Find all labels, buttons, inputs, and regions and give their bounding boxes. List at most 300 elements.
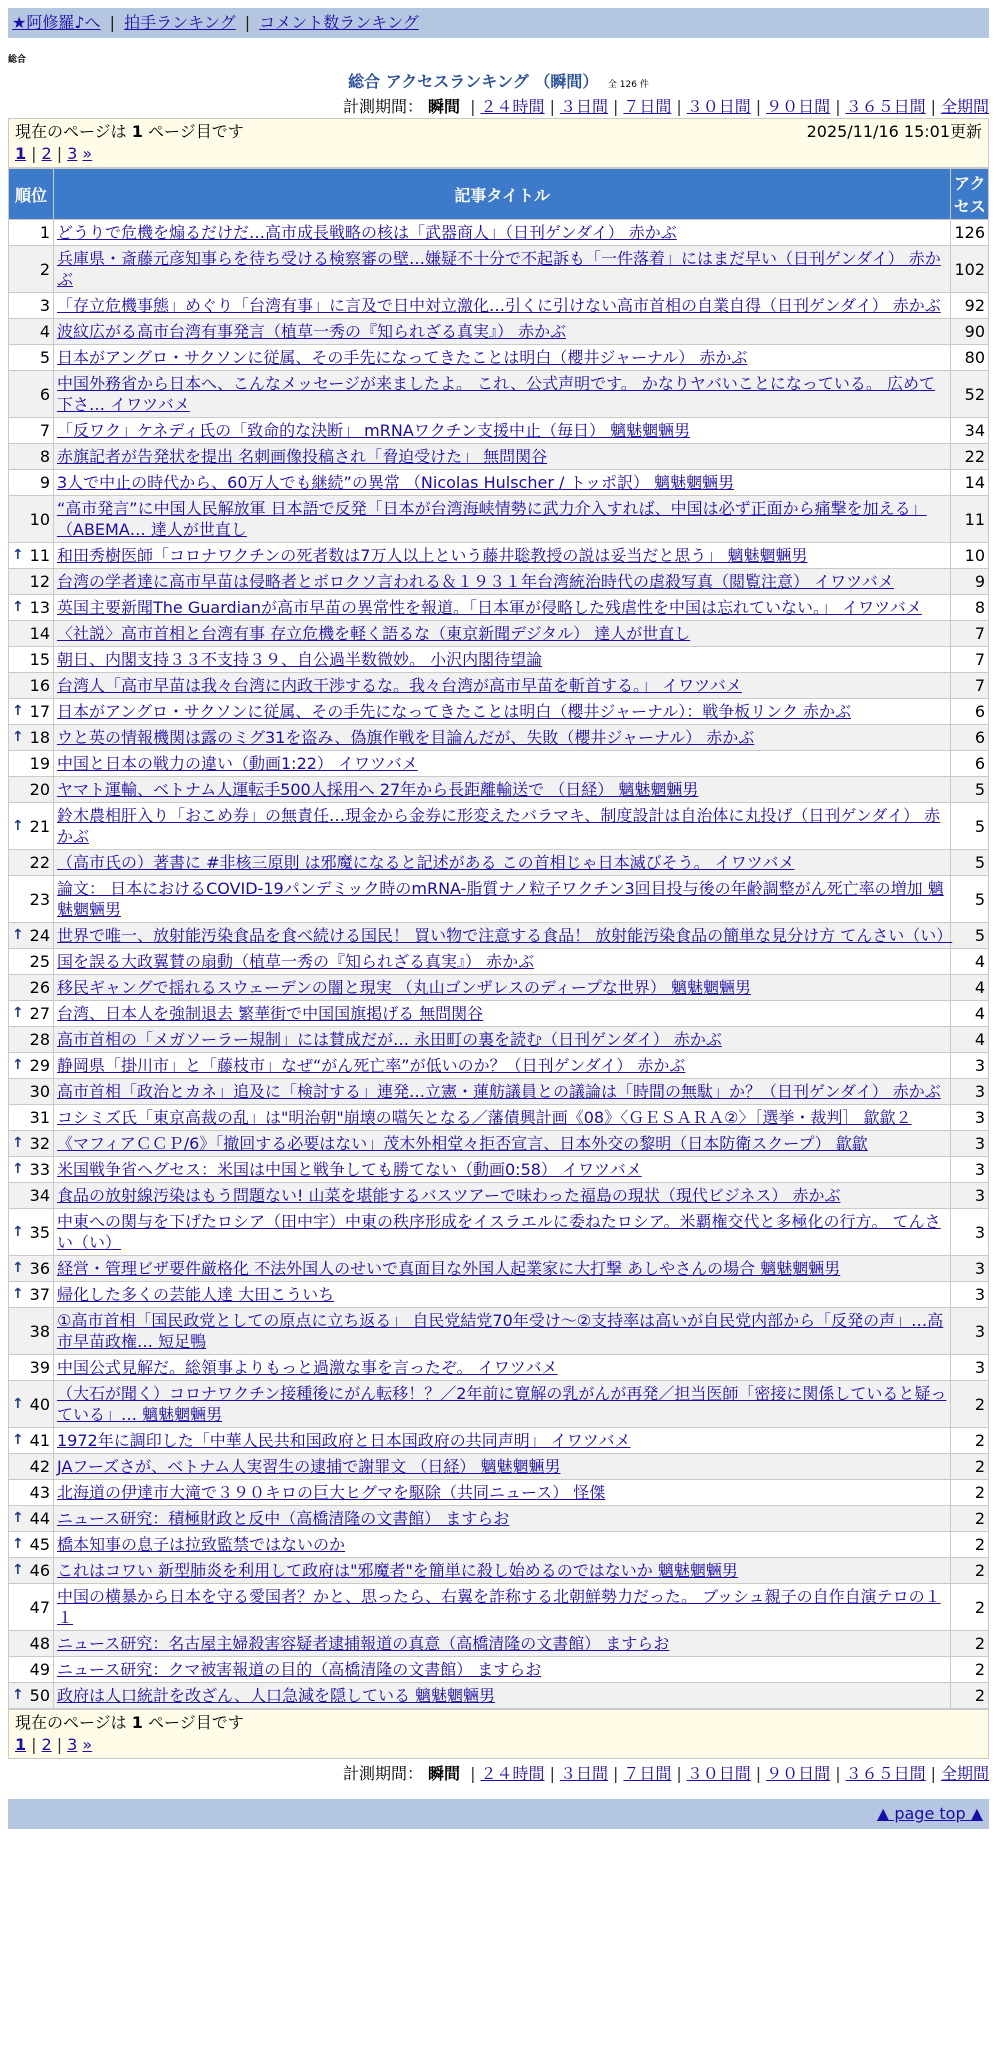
access-count: 7	[951, 673, 989, 699]
page-link[interactable]: 3	[67, 1735, 78, 1754]
rank-cell	[9, 595, 54, 621]
access-count: 3	[951, 1157, 989, 1183]
table-row	[9, 1079, 989, 1105]
table-row	[9, 1532, 989, 1558]
access-count: 10	[951, 543, 989, 569]
rank-cell	[9, 699, 54, 725]
rank-cell	[9, 803, 54, 850]
rank-cell	[9, 1308, 54, 1355]
table-row	[9, 1631, 989, 1657]
table-row	[9, 673, 989, 699]
table-row	[9, 1584, 989, 1631]
rank-number: 20	[29, 780, 50, 799]
access-count: 90	[951, 319, 989, 345]
article-link[interactable]: 北海道の伊達市大滝で３９０キロの巨大ヒグマを駆除（共同ニュース） 怪傑	[57, 1483, 606, 1502]
rank-number: 34	[29, 1186, 50, 1205]
title-cell	[54, 699, 951, 725]
title-cell	[54, 496, 951, 543]
title-cell	[54, 1657, 951, 1683]
title-cell	[54, 293, 951, 319]
pagination	[15, 143, 982, 165]
article-link[interactable]: 台湾人「高市早苗は我々台湾に内政干渉するな。我々台湾が高市早苗を斬首する。」 イワツバメ	[57, 676, 742, 695]
title-header: 記事タイトル	[54, 169, 951, 220]
article-link[interactable]: （大石が聞く）コロナワクチン接種後にがん転移！？／2年前に寛解の乳がんが再発／担当医師「密接に関係していると疑っている」… 魑魅魍魎男	[57, 1384, 947, 1424]
article-link[interactable]: ①高市首相「国民政党としての原点に立ち返る」 自民党結党70年受け～②支持率は高いが自民党内部から「反発の声」…高市早苗政権… 短足鴨	[57, 1311, 944, 1351]
period-link[interactable]: ７日間	[623, 1764, 672, 1783]
title-cell	[54, 1428, 951, 1454]
article-link[interactable]: 《マフィアＣＣＰ/6》「撤回する必要はない」茂木外相堂々拒否宣言、日本外交の黎明（日本防衛スクープ） 歙歙	[57, 1134, 868, 1153]
rank-number: 21	[29, 816, 50, 836]
table-row	[9, 1454, 989, 1480]
page-status: 現在のページは 1 ページ目です	[15, 122, 244, 141]
article-link[interactable]: これはコワい 新型肺炎を利用して政府は"邪魔者"を簡単に殺し始めるのではないか 魑魅魍魎男	[57, 1561, 738, 1580]
article-link[interactable]: 中国と日本の戦力の違い（動画1:22） イワツバメ	[57, 754, 418, 773]
period-link[interactable]: 全期間	[940, 97, 989, 116]
pagination	[15, 1734, 982, 1756]
access-count: 7	[951, 647, 989, 673]
rank-cell	[9, 923, 54, 949]
rank-cell	[9, 1381, 54, 1428]
access-count: 2	[951, 1631, 989, 1657]
period-separator: |	[470, 97, 476, 116]
table-row	[9, 621, 989, 647]
period-link[interactable]: ９０日間	[766, 1764, 831, 1783]
period-label: 計測期間：	[342, 1764, 423, 1783]
rank-cell	[9, 1584, 54, 1631]
access-count: 2	[951, 1454, 989, 1480]
table-row	[9, 1355, 989, 1381]
access-count: 11	[951, 496, 989, 543]
ranking-title: 総合 アクセスランキング （瞬間）	[348, 72, 599, 91]
rank-cell	[9, 418, 54, 444]
table-row	[9, 496, 989, 543]
table-row	[9, 751, 989, 777]
access-count: 4	[951, 975, 989, 1001]
article-link[interactable]: 中国の横暴から日本を守る愛国者？かと、思ったら、右翼を詐称する北朝鮮勢力だった。 ブッシュ親子の自作自演テロの１１	[57, 1587, 941, 1627]
table-row	[9, 418, 989, 444]
period-link[interactable]: ２４時間	[480, 97, 545, 116]
title-cell	[54, 923, 951, 949]
title-cell	[54, 444, 951, 470]
article-link[interactable]: 〈社説〉高市首相と台湾有事 存立危機を軽く語るな（東京新聞デジタル） 達人が世直し	[57, 624, 691, 643]
rank-up-arrow-icon: ↑	[12, 1395, 24, 1412]
period-link[interactable]: ３０日間	[686, 1764, 751, 1783]
period-separator: |	[755, 1764, 762, 1783]
article-link[interactable]: コシミズ氏「東京高裁の乱」は"明治朝"崩壊の嚆矢となる／藩債興計画《08》〈ＧＥＳＡＲＡ②〉［選挙・裁判］ 歙歙２	[57, 1108, 912, 1127]
title-cell	[54, 751, 951, 777]
period-separator: |	[549, 97, 555, 116]
title-cell	[54, 470, 951, 496]
access-count: 5	[951, 923, 989, 949]
rank-up-arrow-icon: ↑	[12, 703, 24, 719]
table-row	[9, 647, 989, 673]
comment-ranking-link[interactable]: コメント数ランキング	[259, 13, 419, 32]
article-link[interactable]: 日本がアングロ・サクソンに従属、その手先になってきたことは明白（櫻井ジャーナル）：戦争板リンク 赤かぶ	[57, 702, 852, 721]
title-cell	[54, 1053, 951, 1079]
rank-up-arrow-icon: ↑	[12, 547, 24, 563]
title-cell	[54, 246, 951, 293]
article-link[interactable]: 台湾、日本人を強制退去 繁華街で中国国旗掲げる 無問関谷	[57, 1004, 484, 1023]
table-row	[9, 949, 989, 975]
period-label: 計測期間：	[342, 97, 423, 116]
article-link[interactable]: 赤旗記者が告発状を提出 名刺画像投稿され「脅迫受けた」 無問関谷	[57, 447, 548, 466]
period-link[interactable]: ３日間	[559, 97, 608, 116]
page-current[interactable]: 1	[15, 144, 27, 163]
title-cell	[54, 1532, 951, 1558]
rank-cell	[9, 1157, 54, 1183]
access-count: 3	[951, 1355, 989, 1381]
rank-cell	[9, 975, 54, 1001]
rank-up-arrow-icon: ↑	[12, 1286, 24, 1302]
title-cell	[54, 1558, 951, 1584]
article-link[interactable]: 朝日、内閣支持３３不支持３９、自公過半数微妙。 小沢内閣待望論	[57, 650, 543, 669]
rank-number: 19	[29, 754, 50, 773]
access-count: 2	[951, 1558, 989, 1584]
access-count: 22	[951, 444, 989, 470]
article-link[interactable]: 「反ワク」ケネディ氏の「致命的な決断」 mRNAワクチン支援中止（毎日） 魑魅魍魎男	[57, 421, 691, 440]
article-link[interactable]: 波紋広がる高市台湾有事発言（植草一秀の『知られざる真実』） 赤かぶ	[57, 322, 567, 341]
access-count: 9	[951, 569, 989, 595]
rank-up-arrow-icon: ↑	[12, 729, 24, 745]
rank-number: 35	[29, 1222, 50, 1242]
total-count: 全 126 件	[607, 80, 649, 90]
rank-up-arrow-icon: ↑	[12, 1510, 24, 1526]
article-link[interactable]: 食品の放射線汚染はもう問題ない! 山菜を堪能するバスツアーで味わった福島の現状（現代ビジネス） 赤かぶ	[57, 1186, 841, 1205]
article-link[interactable]: 高市首相の「メガソーラー規制」には賛成だが… 永田町の裏を読む（日刊ゲンダイ） 赤かぶ	[57, 1030, 722, 1049]
period-separator: |	[612, 1764, 619, 1783]
rank-number: 36	[29, 1259, 50, 1278]
table-row	[9, 220, 989, 246]
rank-cell	[9, 876, 54, 923]
article-link[interactable]: 中国外務省から日本へ、こんなメッセージが来ましたよ。 これ、公式声明です。 かなりヤバいことになっている。 広めて下さ… イワツバメ	[57, 374, 935, 414]
next-page-link[interactable]: »	[82, 144, 93, 163]
rank-number: 37	[29, 1285, 50, 1304]
article-link[interactable]: JAフーズさが、ベトナム人実習生の逮捕で謝罪文 （日経） 魑魅魍魎男	[57, 1457, 561, 1476]
period-link[interactable]: 全期間	[940, 1764, 989, 1783]
rank-cell	[9, 777, 54, 803]
rank-cell	[9, 1209, 54, 1256]
access-count: 4	[951, 1027, 989, 1053]
ranking-table	[8, 168, 989, 1709]
rank-number: 5	[39, 348, 50, 367]
table-row	[9, 975, 989, 1001]
rank-cell	[9, 1657, 54, 1683]
rank-number: 41	[29, 1431, 50, 1450]
article-link[interactable]: 中国公式見解だ。総領事よりもっと過激な事を言ったぞ。 イワツバメ	[57, 1358, 558, 1377]
table-row	[9, 293, 989, 319]
access-count: 4	[951, 1001, 989, 1027]
rank-cell	[9, 1256, 54, 1282]
article-link[interactable]: 英国主要新聞The Guardianが高市早苗の異常性を報道。「日本軍が侵略した残虐性を中国は忘れていない。」 イワツバメ	[57, 598, 922, 617]
rank-number: 11	[29, 546, 50, 565]
article-link[interactable]: 「存立危機事態」めぐり「台湾有事」に言及で日中対立激化…引くに引けない高市首相の自業自得（日刊ゲンダイ） 赤かぶ	[57, 296, 941, 315]
rank-number: 33	[29, 1160, 50, 1179]
article-link[interactable]: （高市氏の）著書に #非核三原則 は邪魔になると記述がある この首相じゃ日本滅びそう。 イワツバメ	[57, 853, 795, 872]
nav-separator: |	[244, 13, 251, 32]
article-link[interactable]: 1972年に調印した「中華人民共和国政府と日本国政府の共同声明」 イワツバメ	[57, 1431, 631, 1450]
table-row	[9, 543, 989, 569]
rank-up-arrow-icon: ↑	[12, 1057, 24, 1073]
pager-separator: |	[56, 144, 63, 163]
title-cell	[54, 1506, 951, 1532]
article-link[interactable]: 和田秀樹医師「コロナワクチンの死者数は7万人以上という藤井聡教授の説は妥当だと思う」 魑魅魍魎男	[57, 546, 808, 565]
rank-cell	[9, 569, 54, 595]
table-row	[9, 725, 989, 751]
article-link[interactable]: 高市首相「政治とカネ」追及に「検討する」連発…立憲・蓮舫議員との議論は「時間の無駄」か？（日刊ゲンダイ） 赤かぶ	[57, 1082, 941, 1101]
page-title	[8, 69, 989, 92]
title-cell	[54, 1079, 951, 1105]
rank-up-arrow-icon: ↑	[12, 1432, 24, 1448]
rank-cell	[9, 1631, 54, 1657]
title-cell	[54, 647, 951, 673]
rank-cell	[9, 345, 54, 371]
article-link[interactable]: 静岡県「掛川市」と「藤枝市」なぜ“がん死亡率”が低いのか？（日刊ゲンダイ） 赤かぶ	[57, 1056, 686, 1075]
article-link[interactable]: 論文： 日本におけるCOVID-19パンデミック時のmRNA-脂質ナノ粒子ワクチン3回目投与後の年齢調整がん死亡率の増加 魑魅魍魎男	[57, 879, 944, 919]
rank-cell	[9, 1355, 54, 1381]
table-row	[9, 1256, 989, 1282]
rank-number: 45	[29, 1535, 50, 1554]
access-count: 2	[951, 1532, 989, 1558]
table-row	[9, 1558, 989, 1584]
top-nav-bar	[8, 8, 989, 38]
period-link[interactable]: ３６５日間	[845, 1764, 926, 1783]
table-row	[9, 1001, 989, 1027]
rank-cell	[9, 1454, 54, 1480]
article-link[interactable]: 世界で唯一、放射能汚染食品を食べ続ける国民！ 買い物で注意する食品！ 放射能汚染食品の簡単な見分け方 てんさい（い）	[57, 926, 953, 945]
article-link[interactable]: 鈴木農相肝入り「おこめ券」の無責任…現金から金券に形変えたバラマキ、制度設計は自治体に丸投げ（日刊ゲンダイ） 赤かぶ	[57, 806, 941, 846]
page-current[interactable]: 1	[15, 1735, 27, 1754]
page-info-box-top	[8, 118, 989, 168]
table-row	[9, 345, 989, 371]
period-separator: |	[930, 1764, 936, 1783]
access-count: 2	[951, 1428, 989, 1454]
title-cell	[54, 1308, 951, 1355]
title-cell	[54, 1027, 951, 1053]
title-cell	[54, 418, 951, 444]
rank-number: 26	[29, 978, 50, 997]
access-count: 52	[951, 371, 989, 418]
rank-cell	[9, 470, 54, 496]
rank-number: 4	[39, 322, 50, 341]
table-row	[9, 699, 989, 725]
rank-number: 47	[29, 1597, 50, 1617]
rank-number: 7	[39, 421, 50, 440]
period-current: 瞬間	[428, 97, 461, 116]
period-current: 瞬間	[428, 1764, 461, 1783]
title-cell	[54, 345, 951, 371]
period-link[interactable]: ３０日間	[686, 97, 751, 116]
period-separator: |	[612, 97, 619, 116]
table-row	[9, 1282, 989, 1308]
rank-up-arrow-icon: ↑	[12, 1562, 24, 1578]
title-cell	[54, 1183, 951, 1209]
title-cell	[54, 1584, 951, 1631]
article-link[interactable]: どうりで危機を煽るだけだ…高市成長戦略の核は「武器商人」（日刊ゲンダイ） 赤かぶ	[57, 223, 677, 242]
access-header: アクセス	[951, 169, 989, 220]
footer-bar	[8, 1799, 989, 1829]
article-link[interactable]: 台湾の学者達に高市早苗は侵略者とボロクソ言われる＆１９３１年台湾統治時代の虐殺写真（閲覧注意） イワツバメ	[57, 572, 894, 591]
rank-number: 10	[29, 509, 50, 529]
rank-up-arrow-icon: ↑	[12, 1161, 24, 1177]
table-row	[9, 1209, 989, 1256]
title-cell	[54, 975, 951, 1001]
title-cell	[54, 777, 951, 803]
rank-number: 17	[29, 702, 50, 721]
rank-cell	[9, 673, 54, 699]
rank-cell	[9, 1183, 54, 1209]
access-count: 6	[951, 725, 989, 751]
access-count: 8	[951, 595, 989, 621]
rank-cell	[9, 1131, 54, 1157]
rank-number: 24	[29, 926, 50, 945]
rank-cell	[9, 1027, 54, 1053]
rank-number: 44	[29, 1509, 50, 1528]
rank-number: 28	[29, 1030, 50, 1049]
period-separator: |	[676, 97, 682, 116]
article-link[interactable]: 政府は人口統計を改ざん、人口急減を隠している 魑魅魍魎男	[57, 1686, 496, 1705]
table-row	[9, 1157, 989, 1183]
page-link[interactable]: 2	[41, 1735, 52, 1754]
rank-cell	[9, 1428, 54, 1454]
home-link[interactable]: ★阿修羅♪へ	[12, 13, 101, 32]
access-count: 3	[951, 1183, 989, 1209]
rank-cell	[9, 1480, 54, 1506]
access-count: 126	[951, 220, 989, 246]
article-link[interactable]: 橋本知事の息子は拉致監禁ではないのか	[57, 1535, 346, 1554]
title-cell	[54, 1683, 951, 1709]
table-row	[9, 1683, 989, 1709]
period-link[interactable]: ３６５日間	[845, 97, 926, 116]
rank-up-arrow-icon: ↑	[12, 817, 24, 834]
rank-cell	[9, 293, 54, 319]
period-separator: |	[470, 1764, 476, 1783]
table-row	[9, 444, 989, 470]
article-link[interactable]: “高市発言”に中国人民解放軍 日本語で反発「日本が台湾海峡情勢に武力介入すれば、中国は必ず正面から痛撃を加える」（ABEMA… 達人が世直し	[57, 499, 927, 539]
period-link[interactable]: ２４時間	[480, 1764, 545, 1783]
article-link[interactable]: 兵庫県・斎藤元彦知事らを待ち受ける検察審の壁…嫌疑不十分で不起訴も「一件落着」にはまだ早い（日刊ゲンダイ） 赤かぶ	[57, 249, 941, 289]
rank-number: 6	[39, 384, 50, 404]
title-cell	[54, 1105, 951, 1131]
rank-number: 9	[39, 473, 50, 492]
access-count: 2	[951, 1683, 989, 1709]
rank-cell	[9, 220, 54, 246]
rank-number: 23	[29, 889, 50, 909]
article-link[interactable]: ニュース研究：クマ被害報道の目的（高橋清隆の文書館） ますらお	[57, 1660, 542, 1679]
article-link[interactable]: 移民ギャングで揺れるスウェーデンの闇と現実 （丸山ゴンザレスのディープな世界） 魑魅魍魎男	[57, 978, 752, 997]
table-row	[9, 923, 989, 949]
page-link[interactable]: 3	[67, 144, 78, 163]
last-updated: 2025/11/16 15:01更新	[806, 122, 982, 141]
rank-cell	[9, 1532, 54, 1558]
access-count: 6	[951, 751, 989, 777]
period-link[interactable]: ７日間	[623, 97, 672, 116]
table-row	[9, 246, 989, 293]
rank-up-arrow-icon: ↑	[12, 1005, 24, 1021]
period-separator: |	[755, 97, 762, 116]
title-cell	[54, 850, 951, 876]
title-cell	[54, 673, 951, 699]
access-count: 102	[951, 246, 989, 293]
title-cell	[54, 949, 951, 975]
rank-number: 42	[29, 1457, 50, 1476]
clap-ranking-link[interactable]: 拍手ランキング	[124, 13, 236, 32]
access-count: 34	[951, 418, 989, 444]
article-link[interactable]: 国を誤る大政翼賛の扇動（植草一秀の『知られざる真実』） 赤かぶ	[57, 952, 535, 971]
rank-cell	[9, 496, 54, 543]
article-link[interactable]: 米国戦争省ヘグセス：米国は中国と戦争しても勝てない（動画0:58） イワツバメ	[57, 1160, 642, 1179]
rank-number: 40	[29, 1394, 50, 1414]
rank-cell	[9, 1282, 54, 1308]
rank-number: 8	[39, 447, 50, 466]
rank-cell	[9, 1683, 54, 1709]
article-link[interactable]: ニュース研究：名古屋主婦殺害容疑者逮捕報道の真意（高橋清隆の文書館） ますらお	[57, 1634, 670, 1653]
table-row	[9, 1027, 989, 1053]
title-cell	[54, 1631, 951, 1657]
title-cell	[54, 1282, 951, 1308]
rank-cell	[9, 1558, 54, 1584]
title-cell	[54, 595, 951, 621]
period-separator: |	[549, 1764, 555, 1783]
page-top-link[interactable]: ▲ page top ▲	[876, 1804, 983, 1823]
table-row	[9, 319, 989, 345]
access-count: 2	[951, 1506, 989, 1532]
table-row	[9, 803, 989, 850]
article-link[interactable]: 3人で中止の時代から、60万人でも継続”の異常 （Nicolas Hulscher / トッポ訳） 魑魅魍魎男	[57, 473, 735, 492]
article-link[interactable]: 経営・管理ビザ要件厳格化 不法外国人のせいで真面目な外国人起業家に大打撃 あしやさんの場合 魑魅魍魎男	[57, 1259, 841, 1278]
access-count: 3	[951, 1308, 989, 1355]
access-count: 5	[951, 876, 989, 923]
access-count: 4	[951, 949, 989, 975]
access-count: 3	[951, 1053, 989, 1079]
rank-cell	[9, 319, 54, 345]
nav-separator: |	[109, 13, 116, 32]
title-cell	[54, 319, 951, 345]
article-link[interactable]: 日本がアングロ・サクソンに従属、その手先になってきたことは明白（櫻井ジャーナル） 赤かぶ	[57, 348, 748, 367]
access-count: 3	[951, 1209, 989, 1256]
article-link[interactable]: 帰化した多くの芸能人達 大田こういち	[57, 1285, 335, 1304]
access-count: 2	[951, 1480, 989, 1506]
rank-number: 31	[29, 1108, 50, 1127]
table-row	[9, 1381, 989, 1428]
rank-number: 22	[29, 853, 50, 872]
rank-cell	[9, 647, 54, 673]
rank-cell	[9, 621, 54, 647]
table-row	[9, 1506, 989, 1532]
table-row	[9, 876, 989, 923]
article-link[interactable]: ヤマト運輸、ベトナム人運転手500人採用へ 27年から長距離輸送で （日経） 魑魅魍魎男	[57, 780, 699, 799]
period-link[interactable]: ３日間	[559, 1764, 608, 1783]
article-link[interactable]: 中東への関与を下げたロシア（田中宇）中東の秩序形成をイスラエルに委ねたロシア。米覇権交代と多極化の行方。 てんさい（い）	[57, 1212, 941, 1252]
article-link[interactable]: ニュース研究：積極財政と反中（高橋清隆の文書館） ますらお	[57, 1509, 510, 1528]
table-row	[9, 371, 989, 418]
page-info-box-bottom	[8, 1709, 989, 1759]
access-count: 2	[951, 1584, 989, 1631]
period-link[interactable]: ９０日間	[766, 97, 831, 116]
access-count: 92	[951, 293, 989, 319]
rank-number: 49	[29, 1660, 50, 1679]
rank-number: 38	[29, 1321, 50, 1341]
page-link[interactable]: 2	[41, 144, 52, 163]
category-label: 総合	[8, 55, 27, 65]
page-container	[8, 0, 989, 1829]
period-selector-bottom	[8, 1763, 989, 1785]
next-page-link[interactable]: »	[82, 1735, 93, 1754]
article-link[interactable]: ウと英の情報機関は露のミグ31を盗み、偽旗作戦を目論んだが、失敗（櫻井ジャーナル） 赤かぶ	[57, 728, 755, 747]
rank-number: 12	[29, 572, 50, 591]
access-count: 5	[951, 777, 989, 803]
table-row	[9, 777, 989, 803]
rank-cell	[9, 751, 54, 777]
